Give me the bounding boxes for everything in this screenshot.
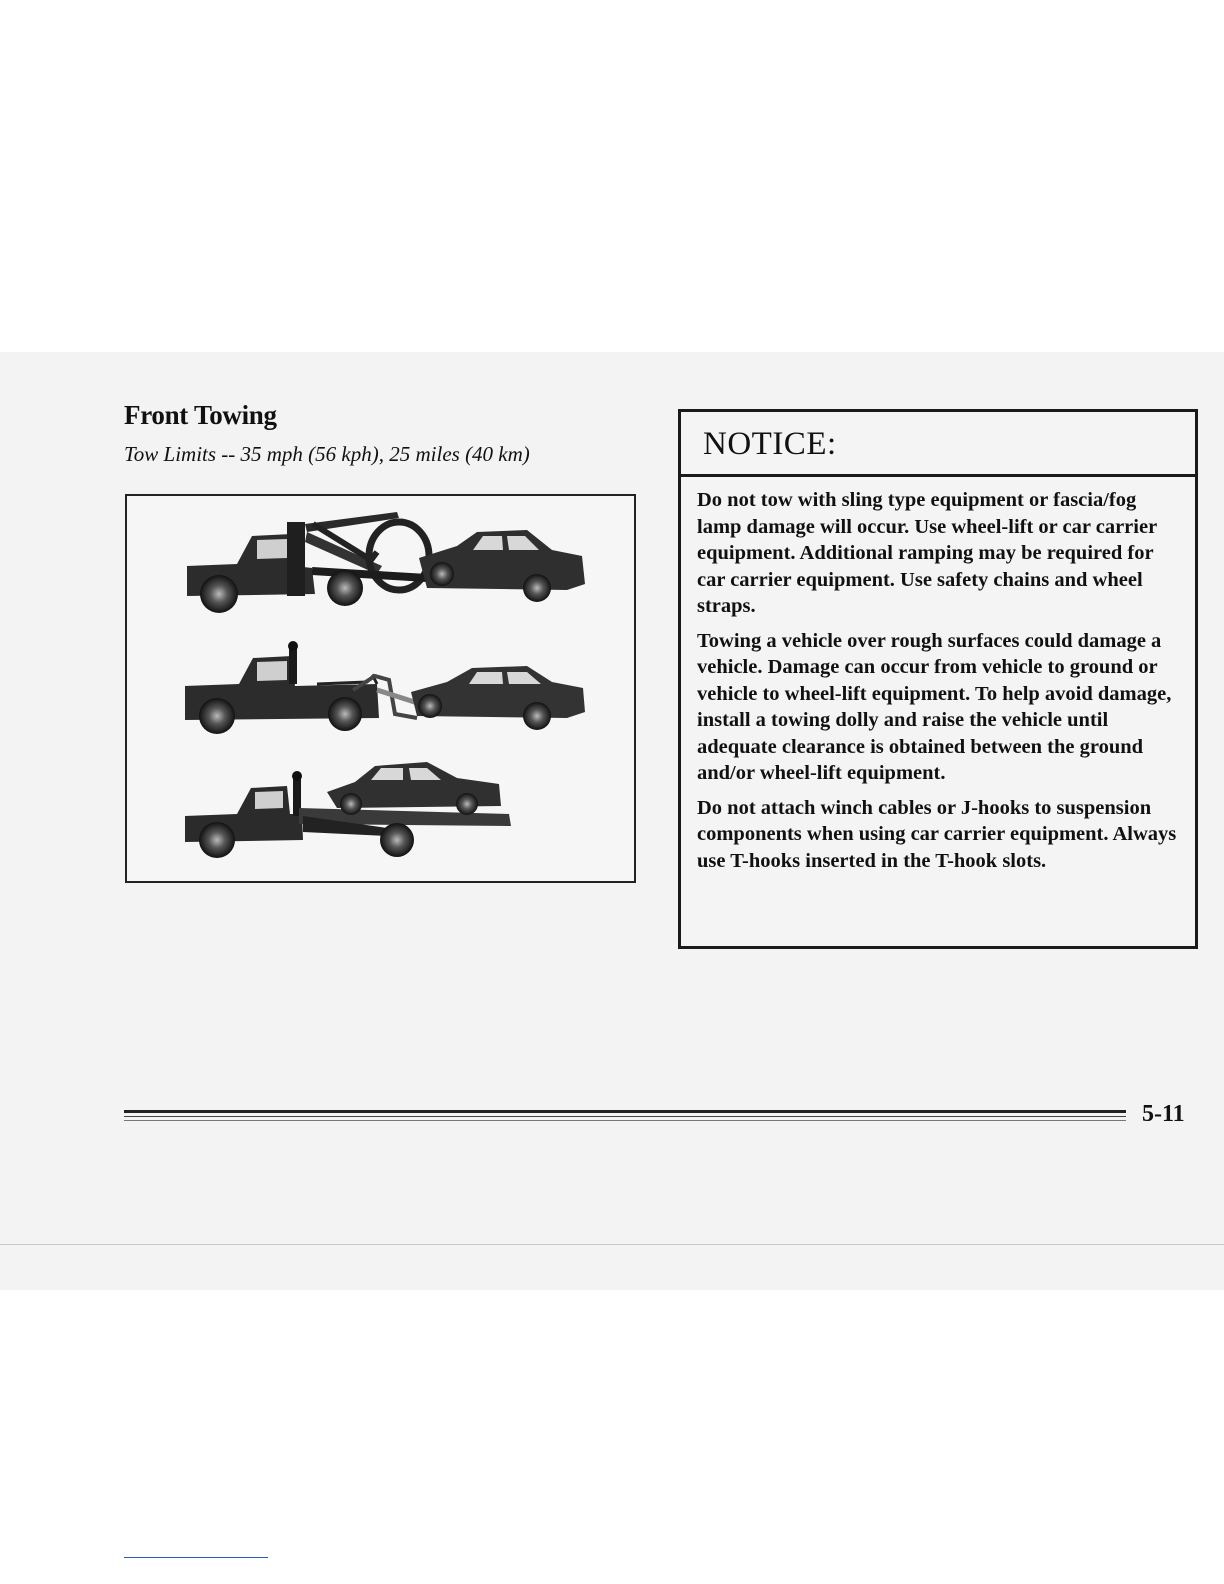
- notice-box: [678, 409, 1198, 949]
- link-underline[interactable]: [124, 1557, 268, 1558]
- towing-illustration: [125, 494, 636, 883]
- page-number: 5-11: [1142, 1101, 1185, 1127]
- footer-rule-line: [124, 1116, 1126, 1117]
- car-carrier-flatbed: [185, 762, 511, 858]
- notice-paragraph: Do not tow with sling type equipment or fascia/fog lamp damage will occur. Use wheel-lift or car carrier equipment. Additional ramping may be required for car carrier equipment. Use safety chains and wheel straps.: [697, 489, 1157, 617]
- scan-edge-line: [0, 1244, 1224, 1245]
- tow-limits-subtitle: Tow Limits -- 35 mph (56 kph), 25 miles (40 km): [124, 442, 530, 466]
- section-title: Front Towing: [124, 400, 277, 430]
- footer-rule-line: [124, 1110, 1126, 1113]
- notice-title: NOTICE:: [681, 412, 1195, 477]
- notice-paragraph: Do not attach winch cables or J-hooks to suspension components when using car carrier equipment. Always use T-hooks inserted in the T-hook slots.: [697, 796, 1177, 872]
- footer-rule: [124, 1107, 1126, 1125]
- notice-body: [681, 477, 1195, 874]
- sling-tow-truck: [185, 641, 585, 734]
- notice-paragraph: Towing a vehicle over rough surfaces could damage a vehicle. Damage can occur from vehicle to ground or vehicle to wheel-lift equipment. To help avoid damage, install a towing dolly and raise the vehicle until adequate clearance is obtained between the ground and/or wheel-lift equipment.: [697, 629, 1172, 784]
- wheel-lift-tow-truck: [187, 512, 585, 613]
- footer-rule-line: [124, 1120, 1126, 1121]
